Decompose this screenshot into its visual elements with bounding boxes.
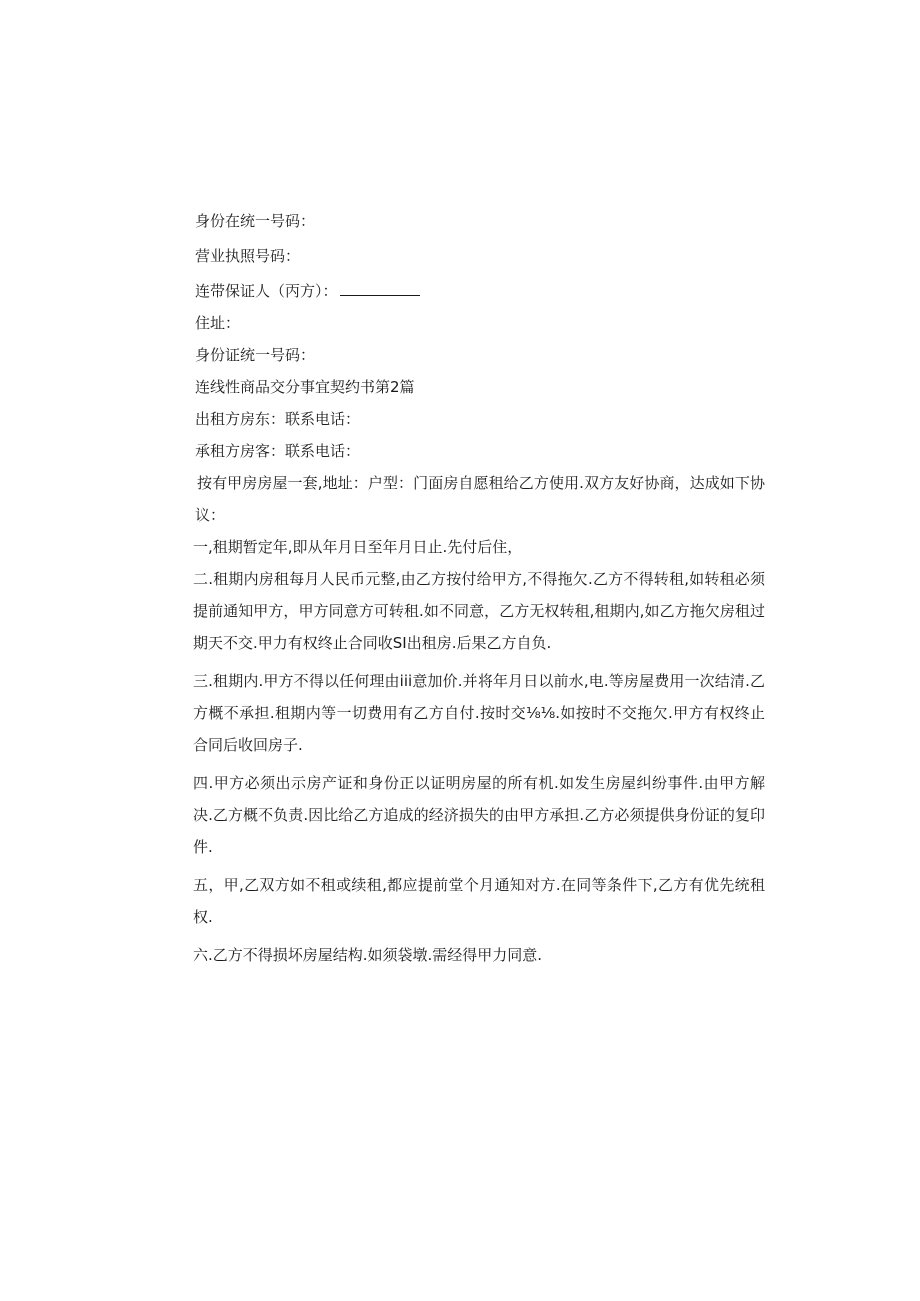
clause-5: 五，甲,乙双方如不租或续租,都应提前堂个月通知对方.在同等条件下,乙方有优先统租权. <box>193 876 765 926</box>
clause-6: 六.乙方不得损坏房屋结构.如须袋墩.需经得甲力同意. <box>193 946 543 964</box>
clause-4: 四.甲方必须出示房产证和身份正以证明房屋的所有机.如发生房屋纠纷事件.由甲方解决.乙方概不负责.因比给乙方追成的经济损失的由甲方承担.乙方必须提供身份证的复印件. <box>193 774 765 856</box>
clause-1: 一,租期暂定年,即从年月日至年月日止.先付后住， <box>193 538 523 556</box>
business-license-field: 营业执照号码： <box>195 247 301 265</box>
document-body <box>195 205 765 971</box>
document-title: 连线性商品交分事宜契约书第2篇 <box>195 378 415 396</box>
lessor-field: 出租方房东：联系电话： <box>195 410 361 428</box>
id-unified-code-field: 身份在统一号码： <box>195 212 316 230</box>
lessee-field: 承租方房客：联系电话： <box>195 442 361 460</box>
guarantor-field <box>195 275 765 307</box>
clause-3: 三.租期内.甲方不得以任何理由iii意加价.并将年月日以前水,电.等房屋费用一次结清.乙方概不承担.租期内等一切费用有乙方自付.按时交⅛⅛.如按时不交拖欠.甲方有权终止合同后收回房子. <box>193 672 765 754</box>
intro-paragraph: 按有甲房房屋一套,地址：户型：门面房自愿租给乙方使用.双方友好协商，达成如下协议： <box>195 474 765 524</box>
guarantor-blank-line <box>340 279 420 296</box>
guarantor-label: 连带保证人（丙方）： <box>195 282 338 300</box>
address-field: 住址： <box>195 314 241 332</box>
clause-2: 二.租期内房租每月人民币元整,由乙方按付给甲方,不得拖欠.乙方不得转租,如转租必须提前通知甲方，甲方同意方可转租.如不同意，乙方无权转租,租期内,如乙方拖欠房租过期天不交.甲力有权终止合同收SI出租房.后果乙方自负. <box>193 570 765 652</box>
id-card-unified-field: 身份证统一号码： <box>195 346 316 364</box>
